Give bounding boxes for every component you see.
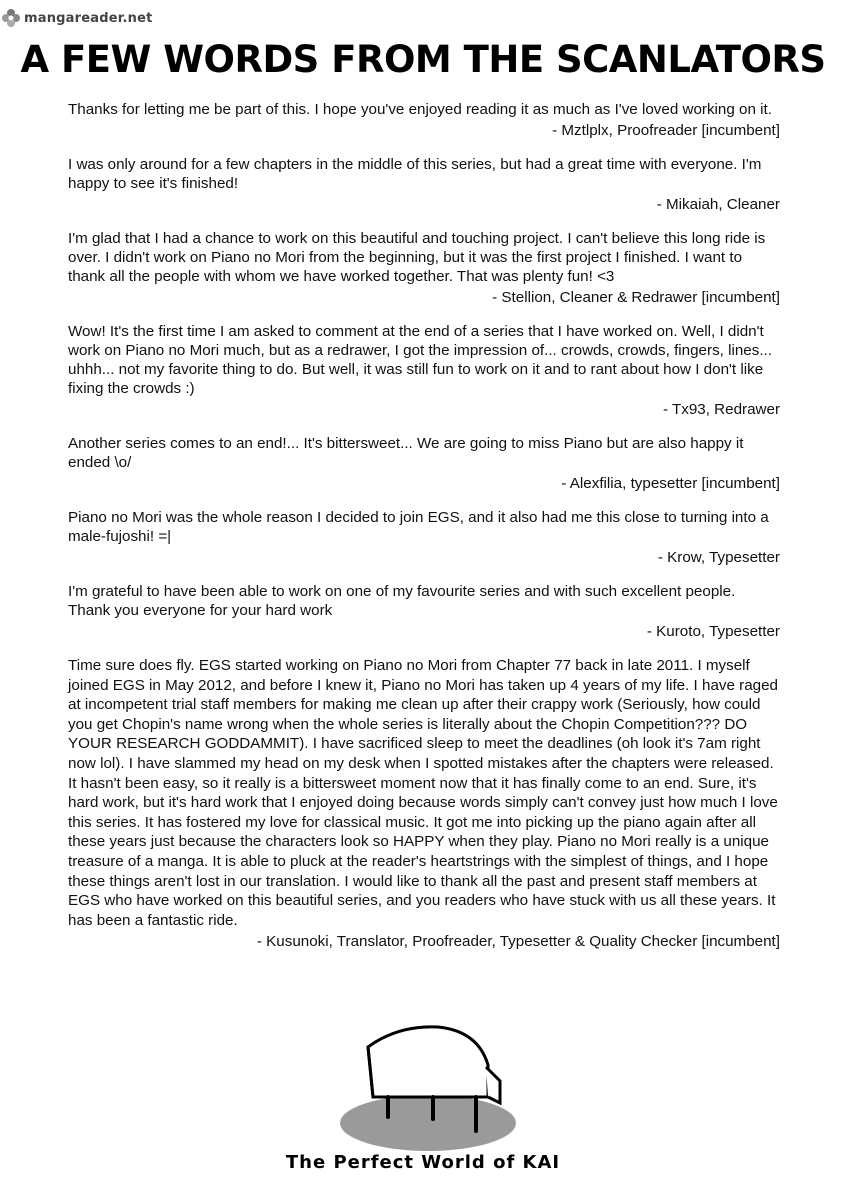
note-signature: - Mztlplx, Proofreader [incumbent] (552, 122, 780, 139)
note-signature: - Mikaiah, Cleaner (656, 196, 780, 213)
note-stellion (68, 229, 780, 307)
piano-caption: The Perfect World of KAI (285, 1152, 561, 1173)
note-signature: - Krow, Typesetter (657, 549, 780, 566)
note-mikaiah (68, 155, 780, 214)
notes-list (68, 100, 780, 966)
note-kuroto (68, 582, 780, 641)
note-text: Time sure does fly. EGS started working on Piano no Mori from Chapter 77 back in late 2011. I myself joined EGS in May 2012, and before I knew it, Piano no Mori has taken up 4 years of my life. I have raged at incompetent trial staff members for making me clean up after their crappy work (Seriously, how could you get Chopin's name wrong when the whole series is literally about the Chopin Competition??? DO YOUR RESEARCH GODDAMMIT). I have sacrificed sleep to meet the deadlines (oh look it's 7am right now lol). I have slammed my head on my desk when I spotted mistakes after the chapters were released. It hasn't been easy, so it really is a bittersweet moment now that it has finally come to an end. Sure, it's hard work, but it's hard work that I enjoyed doing because words simply can't convey just how much I love this series. It has fostered my love for classical music. It got me into picking up the piano again after all these years just because the characters look so HAPPY when they play. Piano no Mori really is a unique treasure of a manga. It is able to pluck at the reader's heartstrings with the simplest of things, and I hope these things aren't lost in our translation. I would like to thank all the past and present staff members at EGS who have worked on this beautiful series, and you readers who have stuck with us all these years. It has been a fantastic ride. (68, 657, 778, 929)
grand-piano-illustration (328, 1005, 528, 1155)
note-text: Thanks for letting me be part of this. I hope you've enjoyed reading it as much as I've loved working on it. (68, 101, 772, 118)
note-signature: - Kusunoki, Translator, Proofreader, Typesetter & Quality Checker [incumbent] (256, 933, 780, 951)
note-signature: - Tx93, Redrawer (662, 401, 780, 418)
note-alexfilia (68, 434, 780, 493)
note-text: Piano no Mori was the whole reason I decided to join EGS, and it also had me this close to turning into a male-fujoshi! =| (68, 509, 769, 545)
note-text: Wow! It's the first time I am asked to comment at the end of a series that I have worked on. Well, I didn't work on Piano no Mori much, but as a redrawer, I got the impression of... crowds, crowds, fingers, lines... uhhh... not my favorite thing to do. But well, it was still fun to work on it and to rant about how I don't like fixing the crowds :) (68, 323, 772, 397)
note-krow (68, 508, 780, 567)
note-mztlplx (68, 100, 780, 140)
note-text: Another series comes to an end!... It's bittersweet... We are going to miss Piano but are also happy it ended \o/ (68, 435, 744, 471)
note-text: I'm glad that I had a chance to work on this beautiful and touching project. I can't believe this long ride is over. I didn't work on Piano no Mori from the beginning, but it was the first project I finished. I want to thank all the people with whom we have worked together. That was plenty fun! <3 (68, 230, 766, 285)
watermark-text: mangareader.net (24, 10, 153, 26)
watermark (0, 4, 153, 32)
note-kusunoki (68, 656, 780, 951)
flower-logo-icon (0, 7, 22, 29)
note-tx93 (68, 322, 780, 419)
note-text: I was only around for a few chapters in the middle of this series, but had a great time with everyone. I'm happy to see it's finished! (68, 156, 762, 192)
page-title: A FEW WORDS FROM THE SCANLATORS (20, 38, 826, 81)
note-signature: - Stellion, Cleaner & Redrawer [incumbent] (492, 289, 780, 306)
note-signature: - Alexfilia, typesetter [incumbent] (561, 475, 780, 492)
note-text: I'm grateful to have been able to work on one of my favourite series and with such excellent people. Thank you everyone for your hard work (68, 583, 736, 619)
note-signature: - Kuroto, Typesetter (646, 623, 780, 640)
